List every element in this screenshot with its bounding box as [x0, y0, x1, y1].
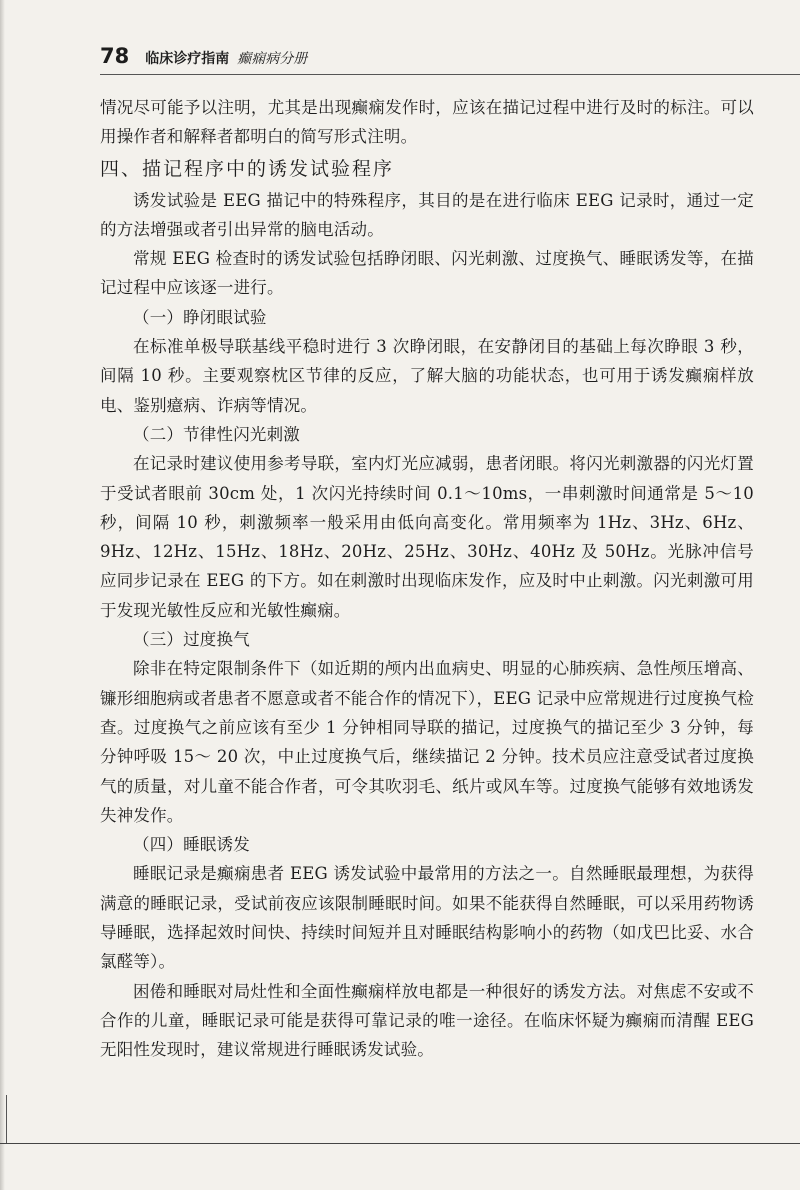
- subsection-heading-1: （一）睁闭眼试验: [133, 307, 267, 327]
- volume-title: 癫痫病分册: [237, 51, 308, 67]
- subsection-text-2: 在记录时建议使用参考导联，室内灯光应减弱，患者闭眼。将闪光刺激器的闪光灯置于受试者眼前 30cm 处，1 次闪光持续时间 0.1～10ms，一串刺激时间通常是 5～10 秒，间隔 10 秒，刺激频率一般采用由低向高变化。常用频率为 1Hz、3Hz、6Hz、9Hz、12Hz、15Hz、18Hz、20Hz、25Hz、30Hz、40Hz 及 50Hz。光脉冲信号应同步记录在 EEG 的下方。如在刺激时出现临床发作，应及时中止刺激。闪光刺激可用于发现光敏性反应和光敏性癫痫。: [100, 454, 754, 620]
- subsection-text-4b: 困倦和睡眠对局灶性和全面性癫痫样放电都是一种很好的诱发方法。对焦虑不安或不合作的儿童，睡眠记录可能是获得可靠记录的唯一途径。在临床怀疑为癫痫而清醒 EEG 无阳性发现时，建议常规进行睡眠诱发试验。: [100, 981, 754, 1060]
- scan-border-bottom: [0, 1143, 800, 1144]
- subsection-text-4a: 睡眠记录是癫痫患者 EEG 诱发试验中最常用的方法之一。自然睡眠最理想，为获得满意的睡眠记录，受试前夜应该限制睡眠时间。如果不能获得自然睡眠，可以采用药物诱导睡眠，选择起效时间快、持续时间短并且对睡眠结构影响小的药物（如戊巴比妥、水合氯醛等）。: [100, 864, 754, 972]
- section-paragraph-1: 诱发试验是 EEG 描记中的特殊程序，其目的是在进行临床 EEG 记录时，通过一定的方法增强或者引出异常的脑电活动。: [100, 190, 754, 239]
- page-number: 78: [100, 44, 130, 68]
- page-edge-shadow: [0, 0, 5, 1190]
- subsection-heading-2: （二）节律性闪光刺激: [133, 424, 300, 444]
- subsection-text-3: 除非在特定限制条件下（如近期的颅内出血病史、明显的心肺疾病、急性颅压增高、镰形细胞病或者患者不愿意或者不能合作的情况下），EEG 记录中应常规进行过度换气检查。过度换气之前应该有至少 1 分钟相同导联的描记，过度换气的描记至少 3 分钟，每分钟呼吸 15～ 20 次，中止过度换气后，继续描记 2 分钟。技术员应注意受试者过度换气的质量，对儿童不能合作者，可令其吹羽毛、纸片或风车等。过度换气能够有效地诱发失神发作。: [100, 659, 754, 825]
- section-heading: 四、描记程序中的诱发试验程序: [100, 157, 395, 180]
- section-paragraph-2: 常规 EEG 检查时的诱发试验包括睁闭眼、闪光刺激、过度换气、睡眠诱发等，在描记过程中应该逐一进行。: [100, 249, 754, 298]
- page-body: [100, 93, 754, 1065]
- subsection-heading-4: （四）睡眠诱发: [133, 835, 250, 855]
- series-title: 临床诊疗指南: [145, 51, 230, 67]
- intro-paragraph: 情况尽可能予以注明，尤其是出现癫痫发作时，应该在描记过程中进行及时的标注。可以用操作者和解释者都明白的简写形式注明。: [100, 98, 754, 147]
- running-header: [100, 44, 307, 68]
- header-rule: [100, 74, 800, 75]
- subsection-heading-3: （三）过度换气: [133, 630, 250, 650]
- subsection-text-1: 在标准单极导联基线平稳时进行 3 次睁闭眼，在安静闭目的基础上每次睁眼 3 秒，间隔 10 秒。主要观察枕区节律的反应，了解大脑的功能状态，也可用于诱发癫痫样放电、鉴别癔病、诈病等情况。: [100, 337, 754, 415]
- scan-border-left: [6, 1095, 7, 1143]
